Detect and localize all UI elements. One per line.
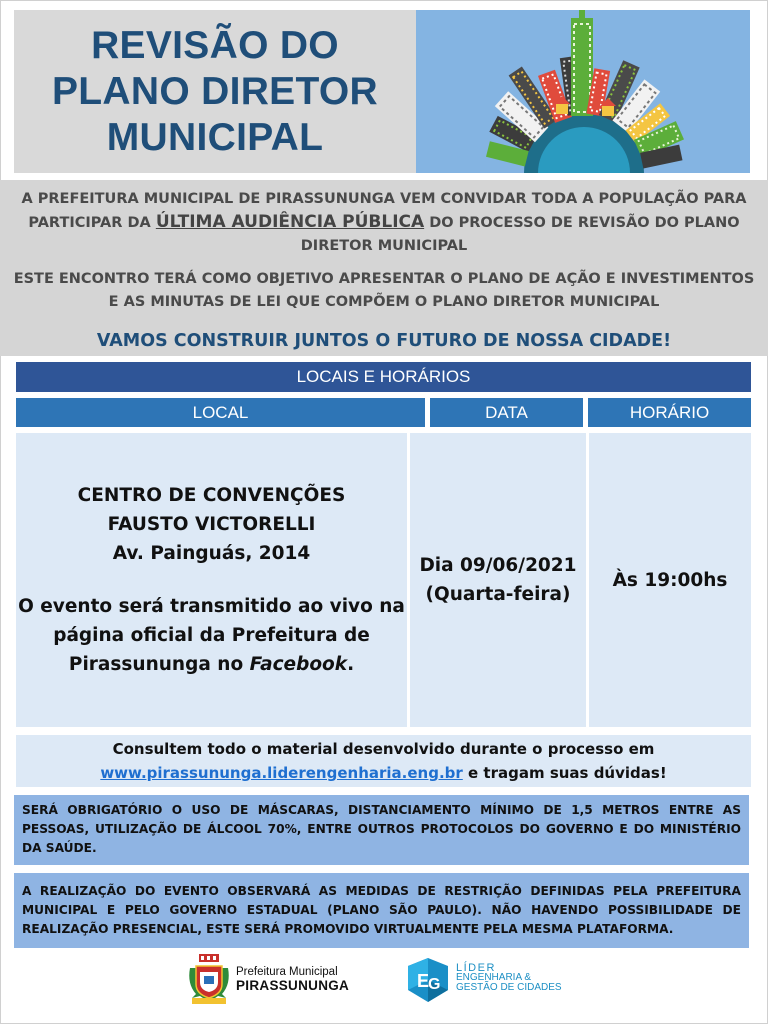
header-title-box [14, 10, 416, 173]
cell-data [410, 433, 586, 727]
page-title [52, 23, 378, 161]
city-skyline-illustration [416, 10, 750, 173]
svg-text:E: E [417, 971, 430, 991]
broadcast-period: . [347, 654, 355, 675]
website-link[interactable]: www.pirassununga.liderengenharia.eng.br [100, 764, 463, 782]
consult-box [16, 735, 751, 787]
broadcast-line-3 [69, 650, 354, 679]
event-weekday: (Quarta-feira) [425, 584, 571, 605]
venue-name-2: FAUSTO VICTORELLI [107, 514, 316, 535]
event-time: Às 19:00hs [612, 569, 728, 591]
lider-eg-logo [404, 958, 452, 1006]
broadcast-line-1: O evento será transmitido ao vivo na [18, 596, 405, 617]
svg-text:G: G [428, 976, 441, 993]
consult-text-after: e tragam suas dúvidas! [462, 764, 667, 782]
intro-section [0, 180, 768, 356]
intro-text-after: DO PROCESSO DE REVISÃO DO PLANO DIRETOR MUNICIPAL [300, 215, 740, 254]
cell-horario [589, 433, 751, 727]
event-date: Dia 09/06/2021 [419, 555, 577, 576]
lider-line-1: LÍDER [456, 962, 496, 974]
slogan: VAMOS CONSTRUIR JUNTOS O FUTURO DE NOSSA CIDADE! [96, 331, 672, 351]
column-header-horario: HORÁRIO [588, 398, 751, 427]
facebook-text: Facebook [249, 654, 348, 675]
consult-line-2 [16, 761, 751, 785]
pm-line-1: Prefeitura Municipal [236, 966, 338, 978]
intro-paragraph-2: ESTE ENCONTRO TERÁ COMO OBJETIVO APRESENTAR O PLANO DE AÇÃO E INVESTIMENTOS E AS MINUTAS DE LEI QUE COMPÕEM O PLANO DIRETOR MUNICIPAL [13, 271, 755, 310]
broadcast-line-2: página oficial da Prefeitura de [53, 625, 370, 646]
column-header-data: DATA [430, 398, 583, 427]
column-header-local: LOCAL [16, 398, 425, 427]
notice-restrictions: A REALIZAÇÃO DO EVENTO OBSERVARÁ AS MEDIDAS DE RESTRIÇÃO DEFINIDAS PELA PREFEITURA MUNICIPAL E PELO GOVERNO ESTADUAL (PLANO SÃO PAULO). NÃO HAVENDO POSSIBILIDADE DE REALIZAÇÃO PRESENCIAL, ESTE SERÁ PROMOVIDO VIRTUALMENTE PELA MESMA PLATAFORMA. [14, 873, 749, 948]
lider-line-2: ENGENHARIA & [456, 972, 532, 983]
consult-line-1: Consultem todo o material desenvolvido durante o processo em [112, 740, 655, 758]
title-line-1: REVISÃO DO [91, 23, 339, 67]
venue-address: Av. Painguás, 2014 [112, 543, 311, 564]
cell-local [16, 433, 407, 727]
table-title: LOCAIS E HORÁRIOS [16, 362, 751, 392]
venue-name-1: CENTRO DE CONVENÇÕES [77, 485, 346, 506]
intro-highlight: ÚLTIMA AUDIÊNCIA PÚBLICA [155, 212, 425, 232]
intro-paragraph-1 [0, 180, 768, 258]
notice-health-protocols: SERÁ OBRIGATÓRIO O USO DE MÁSCARAS, DISTANCIAMENTO MÍNIMO DE 1,5 METROS ENTRE AS PESSOAS, UTILIZAÇÃO DE ÁLCOOL 70%, ENTRE OUTROS PROTOCOLOS DO GOVERNO E DO MINISTÉRIO DA SAÚDE. [14, 795, 749, 865]
pm-line-2: PIRASSUNUNGA [236, 978, 350, 993]
broadcast-text: Pirassununga no [68, 654, 250, 675]
title-line-3: MUNICIPAL [106, 115, 324, 159]
pm-name [236, 966, 349, 993]
intro-text-before: A PREFEITURA MUNICIPAL DE PIRASSUNUNGA VEM CONVIDAR TODA A POPULAÇÃO PARA PARTICIPAR DA [21, 191, 747, 231]
title-line-2: PLANO DIRETOR [51, 69, 379, 113]
lider-line-3: GESTÃO DE CIDADES [456, 982, 562, 993]
lider-name [456, 963, 562, 993]
pirassununga-coat-of-arms-logo [186, 954, 232, 1010]
